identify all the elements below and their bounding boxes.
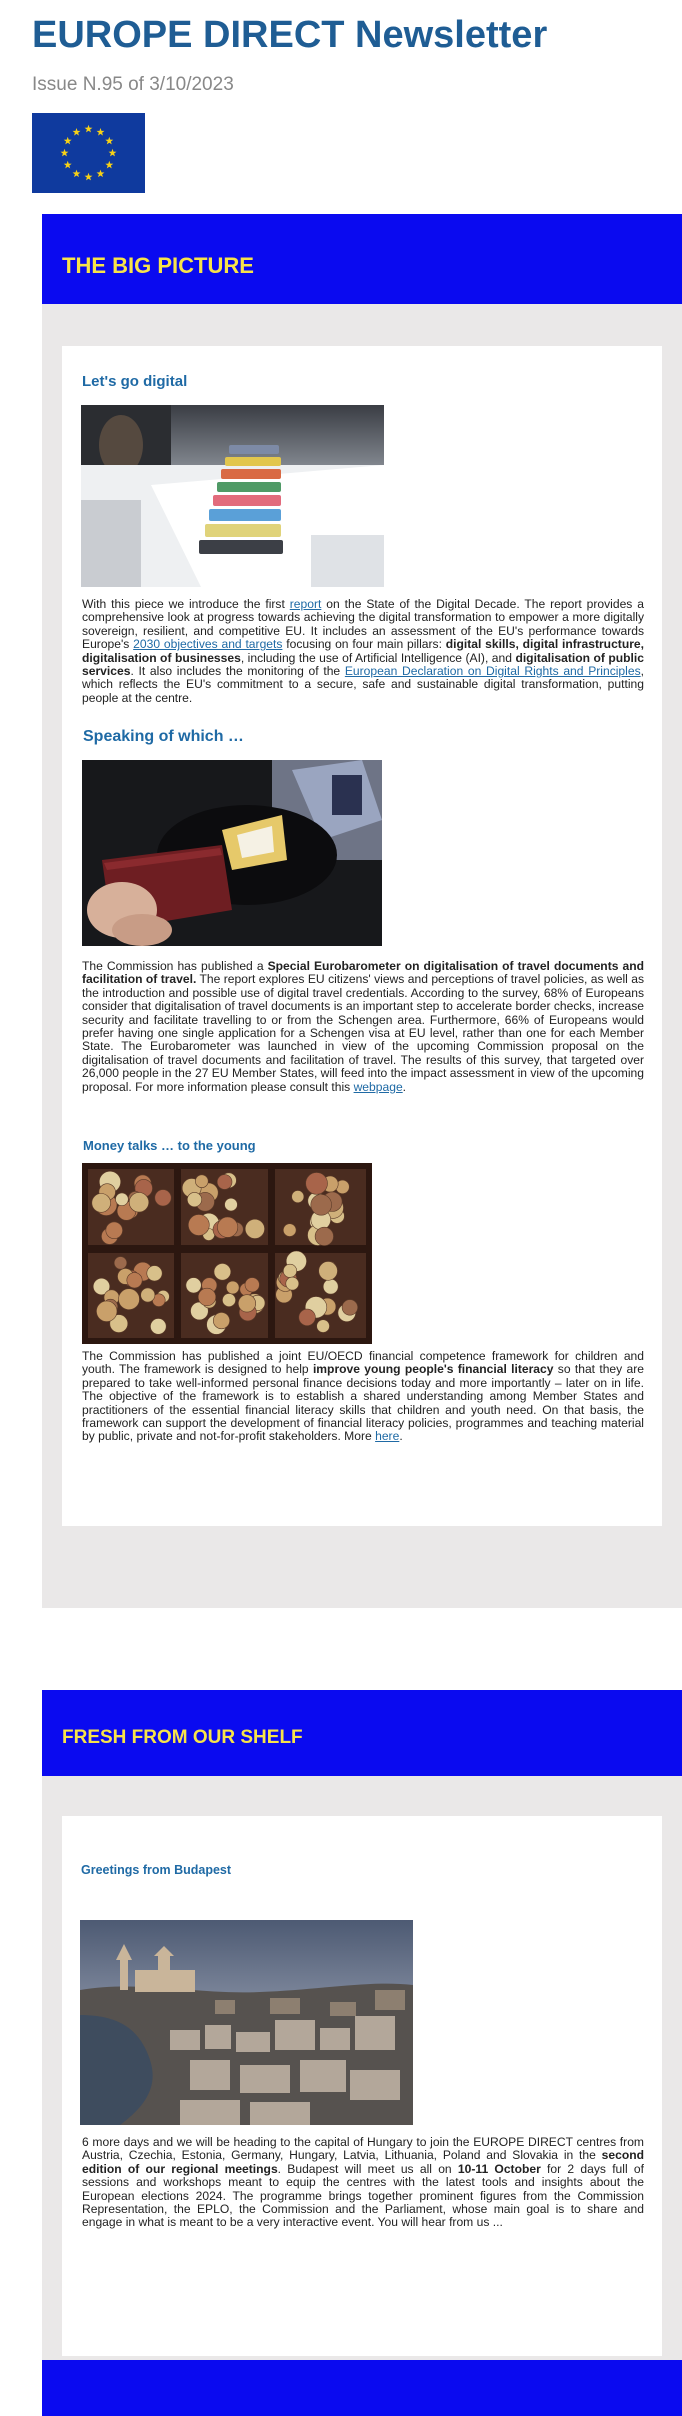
article-image-coins: [82, 1163, 372, 1344]
coin-icon: [283, 1264, 296, 1277]
text-span: The Commission has published a: [82, 959, 268, 973]
coin-icon: [186, 1278, 201, 1293]
coin-icon: [147, 1266, 162, 1281]
coin-icon: [245, 1219, 264, 1238]
coin-icon: [238, 1295, 255, 1312]
coin-icon: [195, 1175, 208, 1188]
coin-icon: [286, 1277, 299, 1290]
coin-icon: [96, 1301, 117, 1322]
coin-icon: [283, 1224, 296, 1237]
text-span: for 2 days full of sessions and workshops meant to equip the centres with the latest tools and insights about the European elections 2024. The programme brings together prominent figures from the Commission Representation, the EPLO, the Commission and the Parliament, whose main goal is to share and engage in what is meant to be a very interactive event. You will hear from us ...: [82, 2161, 644, 2230]
coin-icon: [317, 1320, 330, 1333]
article-heading: Let's go digital: [82, 373, 188, 390]
digital-rights-declaration-link[interactable]: European Declaration on Digital Rights and Principles: [344, 664, 641, 679]
article-image-phones: [81, 405, 384, 587]
coin-icon: [155, 1190, 171, 1206]
coin-icon: [292, 1191, 304, 1203]
bold-text: digital skills, digital infrastructure, digitalisation of businesses: [82, 637, 645, 665]
text-span: .: [399, 1429, 403, 1444]
coin-icon: [323, 1279, 338, 1294]
bold-text: digitalisation of public services: [82, 650, 644, 679]
here-link[interactable]: here: [375, 1429, 400, 1444]
objectives-targets-link[interactable]: 2030 objectives and targets: [133, 637, 283, 652]
bold-text: second edition of our regional meetings: [82, 2148, 644, 2176]
bold-text: Special Eurobarometer on digitalisation of travel documents and facilitation of travel.: [82, 959, 644, 987]
coin-icon: [245, 1278, 259, 1292]
text-span: , which reflects the EU's commitment to a secure, safe and sustainable digital transformation, putting people at the centre.: [82, 664, 644, 705]
article-body-budapest: [82, 2136, 644, 2230]
article-heading: Greetings from Budapest: [81, 1863, 232, 1877]
coin-icon: [311, 1194, 332, 1215]
coin-icon: [114, 1257, 127, 1270]
coin-icon: [127, 1273, 142, 1288]
coin-icon: [217, 1217, 237, 1237]
bold-text: improve young people's financial literacy: [312, 1362, 554, 1377]
coin-icon: [315, 1227, 333, 1245]
coin-icon: [141, 1288, 155, 1302]
coin-icon: [198, 1288, 216, 1306]
coin-icon: [116, 1193, 129, 1206]
coin-icon: [225, 1198, 238, 1211]
coin-icon: [342, 1300, 358, 1316]
text-span: . It also includes the monitoring of the: [130, 664, 345, 679]
coin-icon: [119, 1289, 140, 1310]
section-banner-big-picture: [42, 214, 682, 304]
article-heading: Speaking of which …: [83, 728, 244, 745]
webpage-link[interactable]: webpage: [353, 1079, 403, 1094]
coin-icon: [214, 1263, 231, 1280]
text-span: . Budapest will meet us all on: [277, 2161, 458, 2176]
content-card-big-picture: [62, 346, 662, 1526]
text-span: , including the use of Artificial Intelligence (AI), and: [240, 650, 516, 665]
coin-icon: [150, 1319, 166, 1335]
eu-flag-logo: [32, 113, 145, 193]
coin-icon: [187, 1192, 201, 1206]
article-body-eurobarometer: [82, 960, 644, 1094]
text-span: focusing on four main pillars:: [282, 637, 446, 652]
coin-icon: [217, 1175, 232, 1190]
content-card-shelf: [62, 1816, 662, 2356]
article-image-budapest: [80, 1920, 413, 2125]
section-title: THE BIG PICTURE: [62, 253, 254, 278]
report-link[interactable]: report: [289, 597, 322, 611]
section-title: FRESH FROM OUR SHELF: [62, 1727, 303, 1748]
text-span: With this piece we introduce the first: [82, 597, 290, 611]
text-span: The report explores EU citizens' views and perceptions of travel policies, as well as the introduction and possible use of digital travel credentials. According to the survey, 68% of Europeans consider that digitalisation of travel documents is an important step to accelerate border checks, increase security and facilitate travelling to or from the Schengen area. Furthermore, 66% of Europeans would prefer having one single application for a Schengen visa at EU level, rather than one for each Member State. The Eurobarometer was launched in view of the upcoming Commission proposal on the digitalisation of travel documents and facilitation of travel. The results of this survey, that targeted over 26,000 people in the 27 EU Member States, will feed into the impact assessment in view of the upcoming proposal. For more information please consult this: [82, 972, 644, 1094]
coin-icon: [226, 1281, 239, 1294]
coin-icon: [319, 1262, 338, 1281]
coin-icon: [299, 1309, 316, 1326]
issue-date: Issue N.95 of 3/10/2023: [32, 74, 234, 95]
section-banner-shelf: [42, 1690, 682, 1776]
text-span: so that they are prepared to take well-informed personal finance decisions today and more importantly – later on in life. The objective of the framework is to establish a shared understanding among Member States and practitioners of the essential financial literacy skills that children and youth need. On that basis, the framework can support the development of financial literacy policies, programmes and teaching material by public, private and not-for-profit stakeholders. More: [82, 1362, 644, 1444]
bold-text: 10-11 October: [457, 2161, 541, 2176]
text-span: 6 more days and we will be heading to the capital of Hungary to join the EUROPE DIRECT centres from Austria, Czechia, Estonia, Germany, Hungary, Latvia, Lithuania, Poland and Slovakia in the: [82, 2135, 644, 2163]
newsletter-title: EUROPE DIRECT Newsletter: [32, 14, 548, 56]
coin-icon: [129, 1193, 149, 1213]
article-heading: Money talks … to the young: [83, 1138, 256, 1153]
coin-icon: [306, 1173, 328, 1195]
article-body-digital: [82, 598, 644, 705]
article-image-passport: [82, 760, 382, 946]
text-span: .: [402, 1079, 407, 1094]
coin-icon: [106, 1222, 123, 1239]
coin-icon: [222, 1294, 235, 1307]
text-span: The Commission has published a joint EU/OECD financial competence framework for children and youth. The framework is designed to help: [82, 1349, 644, 1377]
coin-icon: [92, 1194, 111, 1213]
article-body-financial-literacy: [82, 1350, 644, 1444]
section-banner-next: [42, 2360, 682, 2416]
coin-icon: [188, 1215, 209, 1236]
coin-icon: [213, 1312, 229, 1328]
text-span: on the State of the Digital Decade. The report provides a comprehensive look at progress towards achieving the digital transformation to empower a more digitally sovereign, resilient, and competitive EU. It includes an assessment of the EU's performance towards Europe's: [82, 597, 644, 652]
